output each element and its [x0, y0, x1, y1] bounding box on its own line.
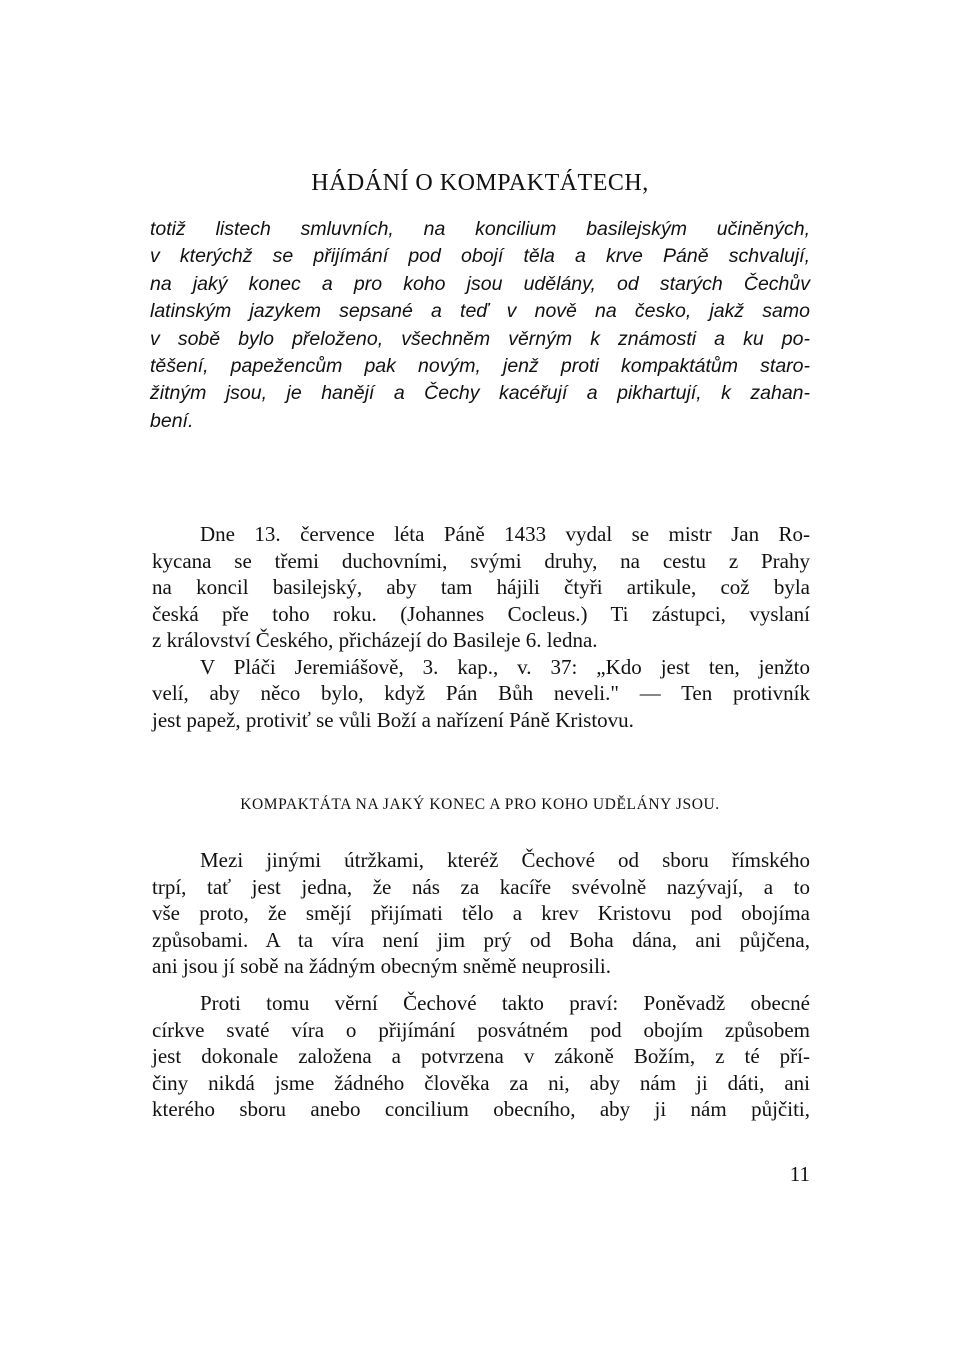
paragraph-1: [152, 847, 810, 980]
intro-line: Dne 13. července léta Páně 1433 vydal se mistr Jan Ro-: [200, 522, 810, 546]
paragraph-line: činy nikdá jsme žádného člověka za ni, aby nám ji dáti, ani: [152, 1070, 810, 1095]
paragraph-line: církve svaté víra o přijímání posvátném pod obojím způsobem: [152, 1017, 810, 1042]
section-heading: KOMPAKTÁTA NA JAKÝ KONEC A PRO KOHO UDĚLÁNY JSOU.: [240, 796, 720, 813]
intro-line: kycana se třemi duchovními, svými druhy, na cestu z Prahy: [152, 548, 810, 573]
paragraph-line: vše proto, že smějí přijímati tělo a krev Kristovu pod obojíma: [152, 901, 810, 925]
paragraph-line: ani jsou jí sobě na žádným obecným sněmě neuprosili.: [152, 954, 611, 978]
paragraph-line: způsobami. A ta víra není jim prý od Boha dána, ani půjčena,: [152, 927, 810, 952]
subtitle-line: bení.: [150, 409, 194, 432]
page-title: HÁDÁNÍ O KOMPAKTÁTECH,: [311, 170, 649, 196]
subtitle-line: v sobě bylo přeloženo, všechněm věrným k známosti a ku po-: [150, 327, 810, 350]
intro-line: jest papež, protiviť se vůli Boží a nařízení Páně Kristovu.: [152, 707, 634, 732]
intro-note: [152, 521, 810, 733]
page-number: 11: [789, 1162, 810, 1186]
intro-line: z království Českého, přicházejí do Basileje 6. ledna.: [152, 628, 598, 652]
paragraph-line: jest dokonale založena a potvrzena v zákoně Božím, z té pří-: [152, 1044, 810, 1068]
subtitle-paragraph: [150, 216, 810, 435]
intro-line: V Pláči Jeremiášově, 3. kap., v. 37: „Kdo jest ten, jenžto: [200, 654, 810, 679]
paragraph-line: Proti tomu věrní Čechové takto praví: Poněvadž obecné: [200, 991, 810, 1015]
intro-line: česká pře toho roku. (Johannes Cocleus.) Ti zástupci, vyslaní: [152, 601, 810, 626]
intro-line: velí, aby něco bylo, když Pán Bůh neveli." — Ten protivník: [152, 681, 810, 705]
paragraph-line: Mezi jinými útržkami, kteréž Čechové od sboru římského: [200, 848, 810, 872]
subtitle-line: těšení, papežencům pak novým, jenž proti kompaktátům staro-: [150, 355, 810, 378]
subtitle-line: latinským jazykem sepsané a teď v nově na česko, jakž samo: [150, 300, 810, 323]
paragraph-line: trpí, tať jest jedna, že nás za kacíře svévolně nazývají, a to: [152, 874, 810, 899]
subtitle-line: totiž listech smluvních, na koncilium basilejským učiněných,: [150, 218, 810, 240]
paragraph-2: [152, 990, 810, 1123]
subtitle-line: na jaký konec a pro koho jsou udělány, od starých Čechův: [150, 272, 810, 295]
subtitle-line: v kterýchž se přijímání pod obojí těla a krve Páně schvalují,: [150, 245, 810, 268]
paragraph-line: kterého sboru anebo concilium obecního, aby ji nám půjčiti,: [152, 1097, 810, 1121]
subtitle-line: žitným jsou, je hanějí a Čechy kacéřují a pikhartují, k zahan-: [150, 382, 810, 405]
intro-line: na koncil basilejský, aby tam hájili čtyři artikule, což byla: [152, 575, 810, 599]
